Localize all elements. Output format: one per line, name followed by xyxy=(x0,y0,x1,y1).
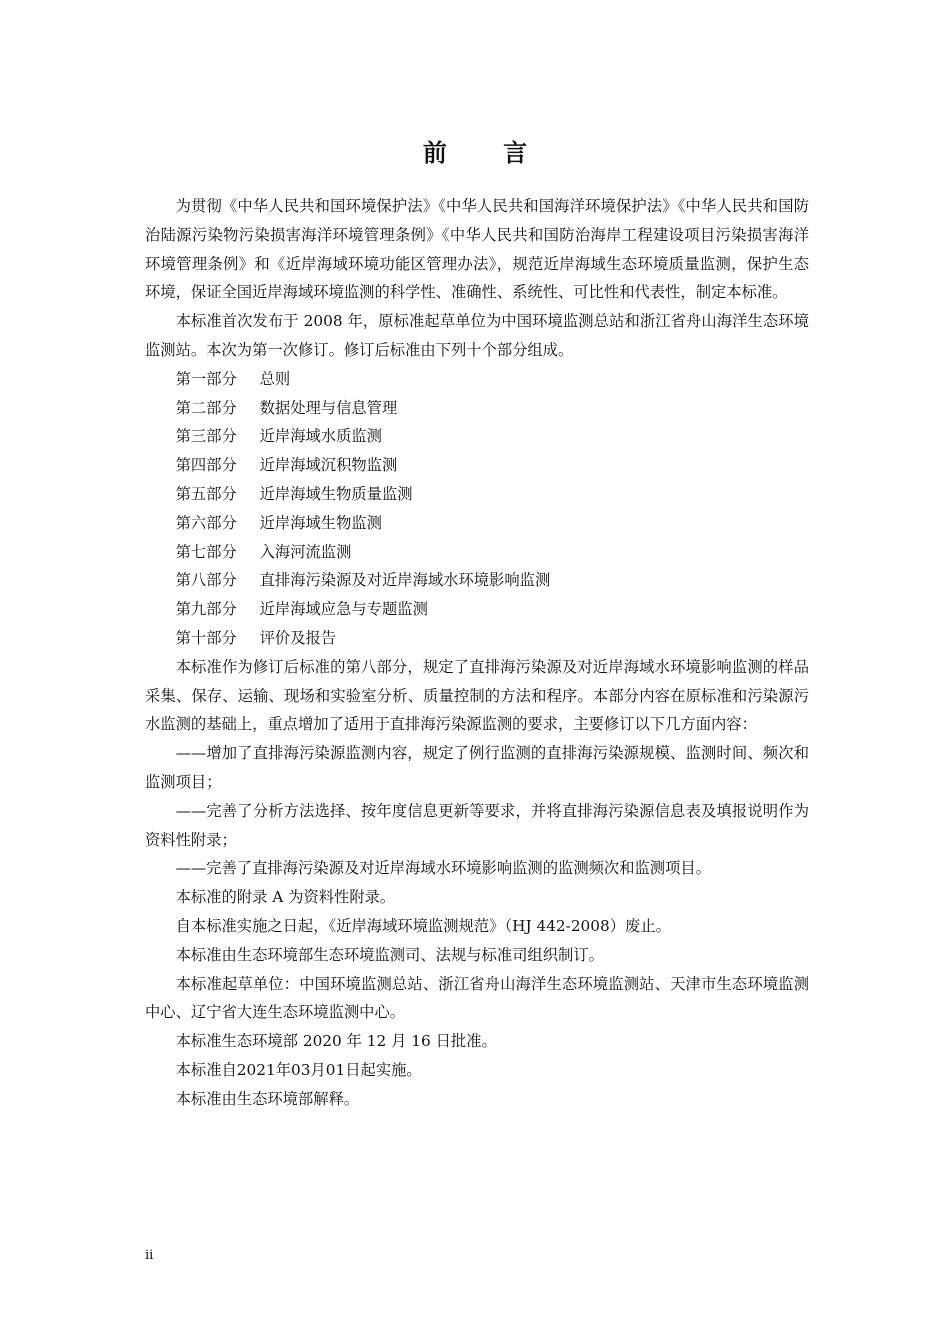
list-item xyxy=(145,538,809,567)
part-name: 评价及报告 xyxy=(259,628,337,647)
list-item xyxy=(145,595,809,624)
intro-paragraph: 为贯彻《中华人民共和国环境保护法》《中华人民共和国海洋环境保护法》《中华人民共和国防治陆源污染物污染损害海洋环境管理条例》《中华人民共和国防治海岸工程建设项目污染损害海洋环境管理条例》和《近岸海域环境功能区管理办法》，规范近岸海域生态环境质量监测，保护生态环境，保证全国近岸海域环境监测的科学性、准确性、系统性、可比性和代表性，制定本标准。 xyxy=(145,197,809,302)
part-name: 近岸海域生物监测 xyxy=(259,513,382,532)
list-item xyxy=(145,422,809,451)
part-number: 第五部分 xyxy=(175,484,237,503)
body-paragraph: 本标准生态环境部 2020 年 12 月 16 日批准。 xyxy=(175,1032,497,1051)
body-paragraph: ——完善了直排海污染源及对近岸海域水环境影响监测的监测频次和监测项目。 xyxy=(175,859,711,878)
part-name: 总则 xyxy=(259,369,291,388)
part-name: 近岸海域水质监测 xyxy=(259,427,382,446)
page-title: 前 言 xyxy=(422,138,552,167)
body-paragraph: 本标准由生态环境部解释。 xyxy=(175,1089,360,1108)
part-number: 第三部分 xyxy=(175,427,237,446)
part-name: 直排海污染源及对近岸海域水环境影响监测 xyxy=(259,571,551,590)
part-name: 近岸海域沉积物监测 xyxy=(259,456,398,475)
body-paragraph: 本标准起草单位：中国环境监测总站、浙江省舟山海洋生态环境监测站、天津市生态环境监测中心、辽宁省大连生态环境监测中心。 xyxy=(145,974,809,1022)
body-paragraph: 本标准自2021年03月01日起实施。 xyxy=(175,1060,422,1079)
part-number: 第一部分 xyxy=(175,369,237,388)
part-number: 第八部分 xyxy=(175,571,237,590)
list-item xyxy=(145,509,809,538)
part-name: 近岸海域生物质量监测 xyxy=(259,484,413,503)
part-number: 第二部分 xyxy=(175,398,237,417)
list-item xyxy=(145,480,809,509)
list-item xyxy=(145,566,809,595)
page-number: ii xyxy=(145,1248,154,1263)
body-paragraph: ——增加了直排海污染源监测内容，规定了例行监测的直排海污染源规模、监测时间、频次和监测项目； xyxy=(145,744,809,791)
part-number: 第六部分 xyxy=(175,513,237,532)
foreword-content xyxy=(145,192,809,1114)
body-paragraph: 本标准作为修订后标准的第八部分，规定了直排海污染源及对近岸海域水环境影响监测的样品采集、保存、运输、现场和实验室分析、质量控制的方法和程序。本部分内容在原标准和污染源污水监测的基础上，重点增加了适用于直排海污染源监测的要求，主要修订以下几方面内容： xyxy=(145,657,809,734)
intro-paragraph: 本标准首次发布于 2008 年，原标准起草单位为中国环境监测总站和浙江省舟山海洋生态环境监测站。本次为第一次修订。修订后标准由下列十个部分组成。 xyxy=(145,312,809,359)
list-item xyxy=(145,451,809,480)
part-name: 近岸海域应急与专题监测 xyxy=(259,600,428,619)
parts-list xyxy=(145,365,809,653)
body-paragraph: ——完善了分析方法选择、按年度信息更新等要求，并将直排海污染源信息表及填报说明作为资料性附录； xyxy=(145,801,809,849)
part-name: 入海河流监测 xyxy=(259,542,352,561)
body-paragraph: 自本标准实施之日起，《近岸海域环境监测规范》（HJ 442-2008）废止。 xyxy=(175,916,671,935)
part-name: 数据处理与信息管理 xyxy=(259,398,398,417)
part-number: 第七部分 xyxy=(175,542,237,561)
list-item xyxy=(145,624,809,653)
part-number: 第九部分 xyxy=(175,600,237,619)
list-item xyxy=(145,365,809,394)
part-number: 第十部分 xyxy=(175,628,237,647)
body-paragraph: 本标准由生态环境部生态环境监测司、法规与标准司组织制订。 xyxy=(175,945,604,964)
body-paragraph: 本标准的附录 A 为资料性附录。 xyxy=(175,888,396,907)
part-number: 第四部分 xyxy=(175,456,237,475)
list-item xyxy=(145,394,809,423)
